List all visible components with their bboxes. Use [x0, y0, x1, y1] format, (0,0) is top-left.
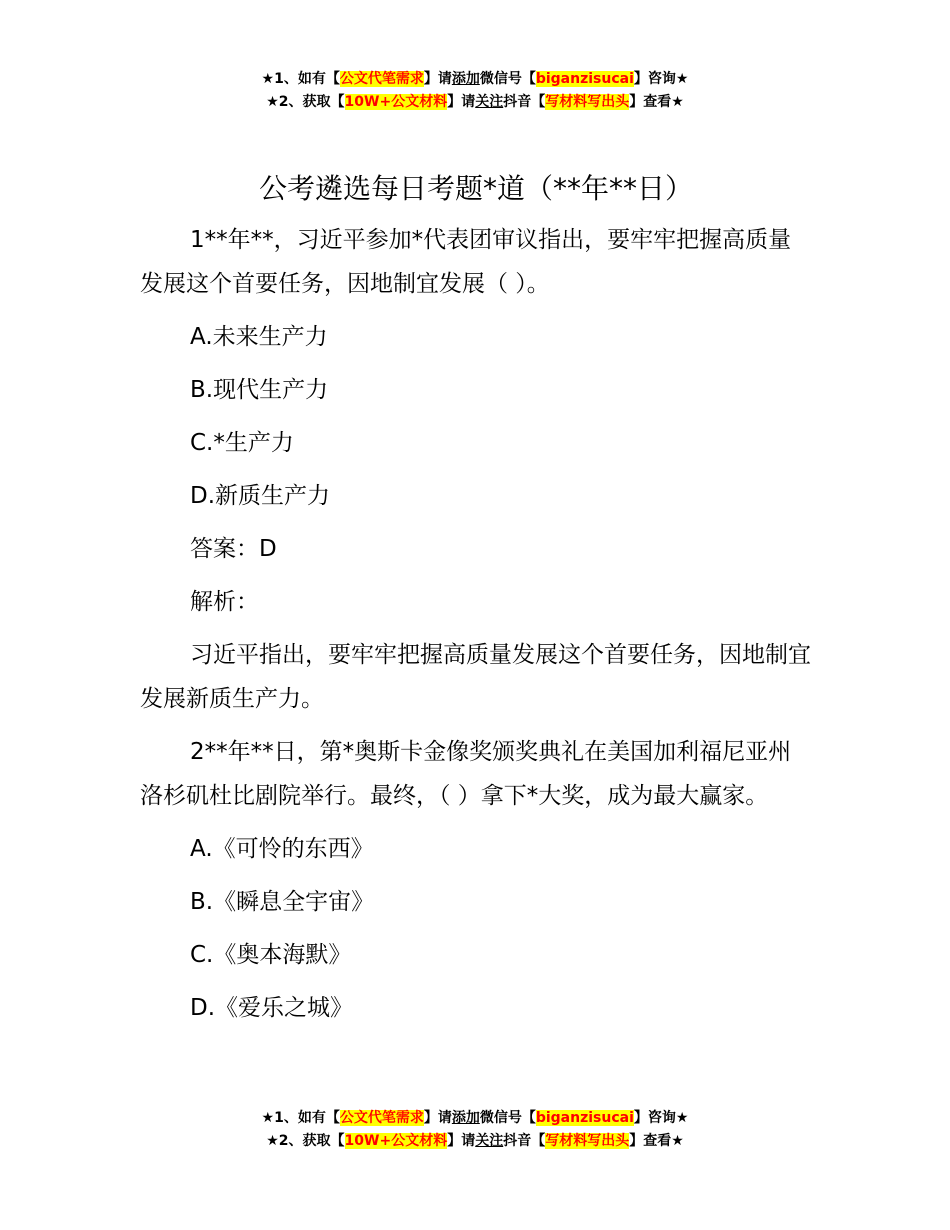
highlight-douyin-account: 写材料写出头: [545, 94, 630, 110]
star-icon: ★: [266, 1133, 279, 1149]
banner-text: 1、如有【: [274, 1110, 340, 1126]
banner-line-2: [0, 91, 950, 114]
banner-text: 】查看: [629, 1133, 672, 1149]
question-1-option-d: D.新质生产力: [190, 483, 331, 509]
highlight-wechat-id: biganzisucai: [535, 71, 634, 87]
question-2-option-c: C.《奥本海默》: [190, 942, 352, 968]
banner-text: 】咨询: [633, 71, 676, 87]
question-2-option-d: D.《爱乐之城》: [190, 995, 354, 1021]
document-body: [140, 168, 812, 1039]
banner-text: 】咨询: [633, 1110, 676, 1126]
banner-text: 】查看: [629, 94, 672, 110]
footer-banner: [0, 1107, 950, 1153]
star-icon: ★: [261, 71, 275, 87]
question-1-answer: 答案：D: [190, 536, 277, 562]
highlight-materials: 10W+公文材料: [344, 94, 448, 110]
banner-text: 抖音【: [503, 1133, 546, 1149]
banner-text: 微信号【: [479, 1110, 536, 1126]
question-1-option-c: C.*生产力: [190, 430, 294, 456]
highlight-wechat-id: biganzisucai: [535, 1110, 634, 1126]
question-1-stem: 1**年**，习近平参加*代表团审议指出，要牢牢把握高质量发展这个首要任务，因地制宜发展（ ）。: [140, 227, 792, 297]
underlined-text: 关注: [475, 1133, 504, 1149]
banner-text: 】请: [447, 94, 476, 110]
question-2-option-b: B.《瞬息全宇宙》: [190, 889, 375, 915]
page-title: 公考遴选每日考题*道（**年**日）: [258, 172, 693, 205]
highlight-douyin-account: 写材料写出头: [545, 1133, 630, 1149]
star-icon: ★: [671, 1133, 684, 1149]
star-icon: ★: [671, 94, 684, 110]
banner-text: 】请: [423, 71, 452, 87]
underlined-text: 关注: [475, 94, 504, 110]
question-2-option-a: A.《可怜的东西》: [190, 836, 374, 862]
highlight-service: 公文代笔需求: [339, 1110, 424, 1126]
underlined-text: 添加: [451, 1110, 480, 1126]
banner-line-1: [0, 1107, 950, 1130]
star-icon: ★: [675, 71, 689, 87]
highlight-service: 公文代笔需求: [339, 71, 424, 87]
star-icon: ★: [261, 1110, 275, 1126]
banner-text: 微信号【: [479, 71, 536, 87]
banner-text: 抖音【: [503, 94, 546, 110]
question-2-stem: 2**年**日，第*奥斯卡金像奖颁奖典礼在美国加利福尼亚州洛杉矶杜比剧院举行。最终，（ ）拿下*大奖，成为最大赢家。: [140, 739, 792, 809]
banner-text: 1、如有【: [274, 71, 340, 87]
header-banner: [0, 68, 950, 114]
banner-text: 】请: [423, 1110, 452, 1126]
underlined-text: 添加: [451, 71, 480, 87]
banner-line-2: [0, 1130, 950, 1153]
banner-text: 】请: [447, 1133, 476, 1149]
star-icon: ★: [266, 94, 279, 110]
banner-text: 2、获取【: [278, 1133, 345, 1149]
question-1-analysis-label: 解析：: [190, 589, 259, 615]
highlight-materials: 10W+公文材料: [344, 1133, 448, 1149]
question-1-option-a: A.未来生产力: [190, 324, 328, 350]
banner-text: 2、获取【: [278, 94, 345, 110]
star-icon: ★: [675, 1110, 689, 1126]
question-1-analysis: 习近平指出，要牢牢把握高质量发展这个首要任务，因地制宜发展新质生产力。: [140, 642, 811, 712]
question-1-option-b: B.现代生产力: [190, 377, 329, 403]
banner-line-1: [0, 68, 950, 91]
